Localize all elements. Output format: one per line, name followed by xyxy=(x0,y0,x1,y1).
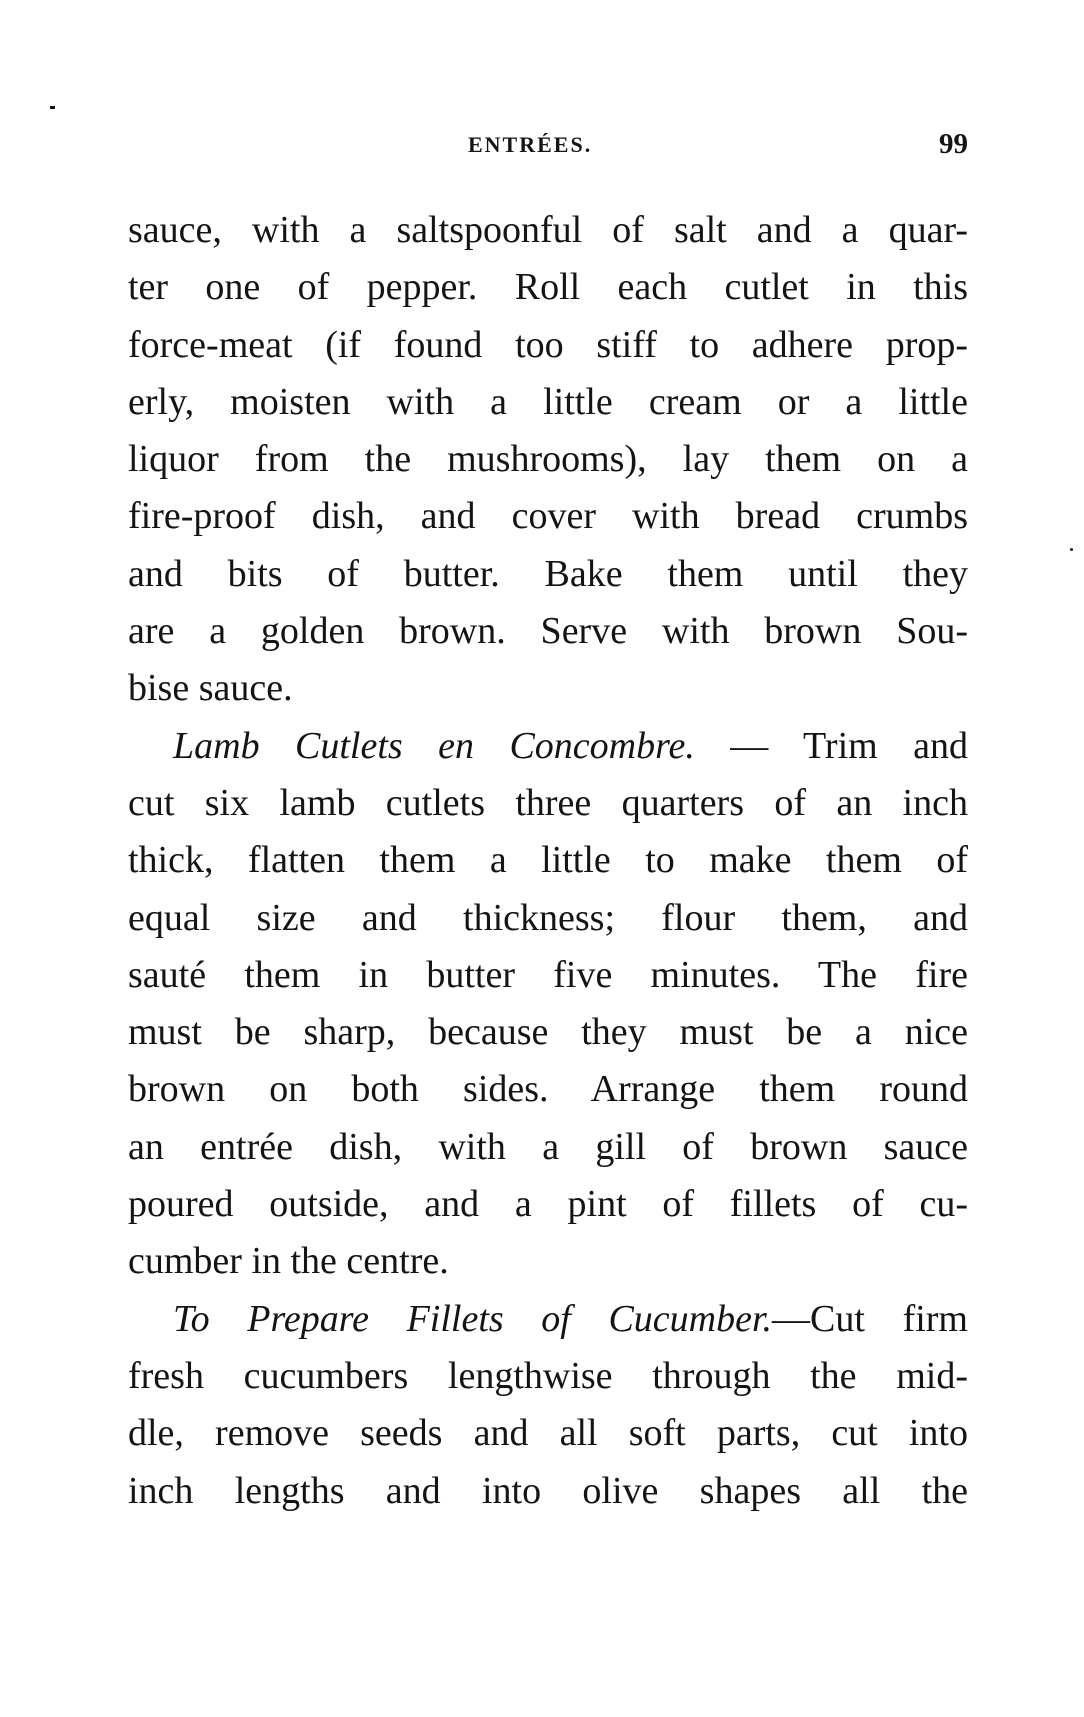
page-header xyxy=(128,128,968,178)
text-line: are a golden brown. Serve with brown Sou- xyxy=(128,610,968,653)
text-line: fresh cucumbers lengthwise through the mid- xyxy=(128,1354,968,1397)
text-line xyxy=(128,1291,968,1348)
text-line: ter one of pepper. Roll each cutlet in this xyxy=(128,266,968,309)
text-line: fire-proof dish, and cover with bread crumbs xyxy=(128,495,968,538)
page-number: 99 xyxy=(939,128,968,160)
text-line: cumber in the centre. xyxy=(128,1240,449,1283)
text-line: sauté them in butter five minutes. The fire xyxy=(128,953,968,996)
text-line: bise sauce. xyxy=(128,667,293,710)
text-line: dle, remove seeds and all soft parts, cut into xyxy=(128,1412,968,1455)
text-line: brown on both sides. Arrange them round xyxy=(128,1068,968,1111)
text-line: poured outside, and a pint of fillets of cu- xyxy=(128,1183,968,1226)
recipe-lamb-cutlets xyxy=(128,718,968,1291)
body-text xyxy=(128,202,968,1520)
paragraph-continuation xyxy=(128,202,968,718)
recipe-title: To Prepare Fillets of Cucumber. xyxy=(173,1297,773,1340)
text-run: — Trim and xyxy=(694,724,968,767)
text-line: sauce, with a saltspoonful of salt and a quar- xyxy=(128,209,968,251)
print-speck xyxy=(1070,548,1073,551)
text-line: an entrée dish, with a gill of brown sauce xyxy=(128,1125,968,1168)
recipe-fillets-of-cucumber xyxy=(128,1291,968,1520)
text-line: equal size and thickness; flour them, and xyxy=(128,896,968,939)
text-line: and bits of butter. Bake them until they xyxy=(128,552,968,595)
text-line: cut six lamb cutlets three quarters of an inch xyxy=(128,781,968,824)
text-run: —Cut firm xyxy=(772,1297,968,1340)
text-line: force-meat (if found too stiff to adhere prop- xyxy=(128,323,968,366)
text-line: erly, moisten with a little cream or a little xyxy=(128,380,968,423)
text-line: liquor from the mushrooms), lay them on a xyxy=(128,438,968,481)
text-line: must be sharp, because they must be a nice xyxy=(128,1011,968,1054)
text-line: inch lengths and into olive shapes all the xyxy=(128,1469,968,1512)
text-line xyxy=(128,718,968,775)
print-speck xyxy=(50,106,55,109)
recipe-title: Lamb Cutlets en Concombre. xyxy=(173,724,695,767)
running-head: ENTRÉES. xyxy=(468,132,593,157)
text-line: thick, flatten them a little to make them of xyxy=(128,839,968,882)
